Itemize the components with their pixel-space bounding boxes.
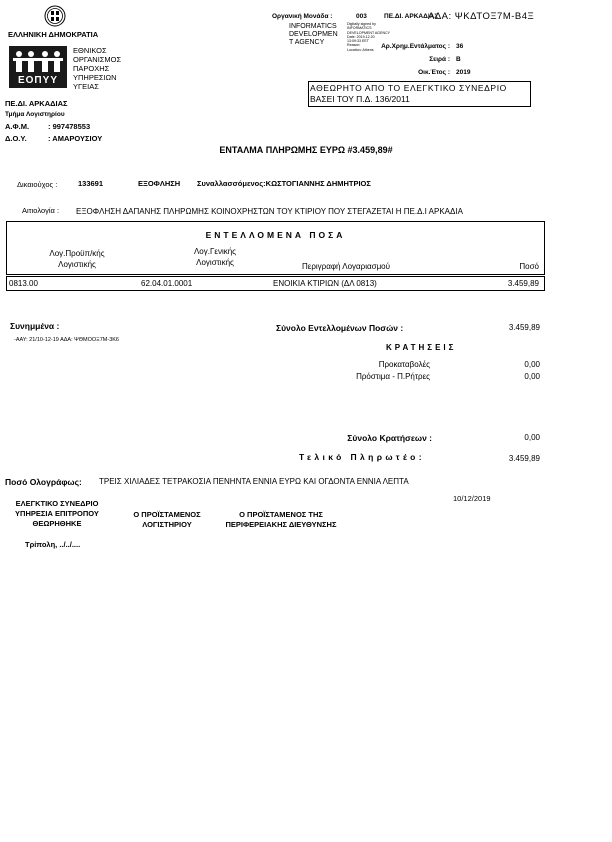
final-payable-label: Τελικό Πληρωτέο: (299, 452, 426, 462)
audit-notice-line1: ΑΘΕΩΡΗΤΟ ΑΠΟ ΤΟ ΕΛΕΓΚΤΙΚΟ ΣΥΝΕΔΡΙΟ (310, 83, 507, 93)
ordered-total-label: Σύνολο Εντελλομένων Ποσών : (276, 323, 404, 333)
ida-signature-details: Digitally signed by INFORMATICS DEVELOPMENT AGENCY Date: 2019.12.20 13:09:33 EET Reason: Location: Athens (347, 22, 391, 52)
amounts-table (6, 221, 545, 275)
ida-signature: INFORMATICS DEVELOPMEN T AGENCY (289, 23, 338, 46)
words-label: Ποσό Ολογράφως: (5, 477, 82, 487)
seira-value: Β (456, 56, 461, 63)
eopyy-logo (9, 46, 67, 88)
place-date: Τρίπολη, ../../.... (25, 540, 81, 549)
xrim-value: 36 (456, 43, 464, 50)
col-amount-header: Ποσό (519, 262, 539, 271)
audit-notice-box (308, 81, 531, 107)
logo-text: ΕΟΠΥΥ (17, 75, 58, 86)
beneficiary-label: Δικαιούχος : (17, 180, 58, 189)
etos-value: 2019 (456, 69, 471, 76)
page-title: ΕΝΤΑΛΜΑ ΠΛΗΡΩΜΗΣ ΕΥΡΩ #3.459,89# (219, 145, 393, 155)
country-name: ΕΛΛΗΝΙΚΗ ΔΗΜΟΚΡΑΤΙΑ (8, 30, 99, 39)
attachments-item: -ΑΑΥ: 21/10-12-19 ΑΔΑ: ΨΘΜΟΟΞ7Μ-3Κ6 (14, 337, 119, 343)
fines-value: 0,00 (524, 372, 540, 381)
row-description: ΕΝΟΙΚΙΑ ΚΤΙΡΙΩΝ (ΔΛ 0813) (273, 279, 377, 288)
beneficiary-party: Συναλλασσόμενος:ΚΩΣΤΟΓΙΑΝΝΗΣ ΔΗΜΗΤΡΙΟΣ (197, 179, 371, 188)
unit-code: 003 (356, 13, 367, 20)
org-name: ΕΘΝΙΚΟΣ ΟΡΓΑΝΙΣΜΟΣ ΠΑΡΟΧΗΣ ΥΠΗΡΕΣΙΩΝ ΥΓΕΙΑΣ (73, 46, 122, 91)
fines-label: Πρόστιμα - Π.Ρήτρες (356, 372, 430, 381)
col-description-header: Περιγραφή Λογαριασμού (302, 262, 391, 271)
justification-text: ΕΞΟΦΛΗΣΗ ΔΑΠΑΝΗΣ ΠΛΗΡΩΜΗΣ ΚΟΙΝΟΧΡΗΣΤΩΝ ΤΟΥ ΚΤΙΡΙΟΥ ΠΟΥ ΣΤΕΓΑΖΕΤΑΙ Η ΠΕ.Δ.Ι ΑΡΚΑΔΙΑ (76, 207, 463, 216)
ordered-total-value: 3.459,89 (508, 323, 540, 332)
doy-value: : ΑΜΑΡΟΥΣΙΟΥ (48, 134, 103, 143)
afm-label: Α.Φ.Μ. (5, 122, 30, 131)
unit-label: ΠΕ.ΔΙ. ΑΡΚΑΔΙΑΣ (5, 99, 68, 108)
etos-label: Οικ.Έτος : (418, 69, 450, 76)
justification-label: Αιτιολογία : (22, 206, 60, 215)
deductions-total-label: Σύνολο Κρατήσεων : (347, 433, 432, 443)
unit-prefix: Οργανική Μονάδα : (272, 13, 333, 20)
col-general-header: Λογ.Γενικής Λογιστικής (193, 247, 237, 267)
doy-label: Δ.Ο.Υ. (5, 134, 27, 143)
unit-name: ΠΕ.ΔΙ. ΑΡΚΑΔΙΑΣ (384, 13, 439, 20)
final-payable-value: 3.459,89 (508, 454, 540, 463)
audit-notice-line2: ΒΑΣΕΙ ΤΟΥ Π.Δ. 136/2011 (310, 94, 410, 104)
attachments-label: Συνημμένα : (10, 321, 60, 331)
advances-label: Προκαταβολές (378, 360, 430, 369)
dept-label: Τμήμα Λογιστηρίου (5, 111, 65, 118)
row-general: 62.04.01.0001 (141, 279, 193, 288)
xrim-label: Αρ.Χρημ.Εντάλματος : (381, 43, 450, 50)
table-row (6, 276, 545, 291)
row-amount: 3.459,89 (507, 279, 539, 288)
beneficiary-code: 133691 (78, 179, 104, 188)
signature-regional-head: Ο ΠΡΟΪΣΤΑΜΕΝΟΣ ΤΗΣ ΠΕΡΙΦΕΡΕΙΑΚΗΣ ΔΙΕΥΘΥΝΣΗΣ (225, 510, 337, 529)
words-text: ΤΡΕΙΣ ΧΙΛΙΑΔΕΣ ΤΕΤΡΑΚΟΣΙΑ ΠΕΝΗΝΤΑ ΕΝΝΙΑ ΕΥΡΩ ΚΑΙ ΟΓΔΟΝΤΑ ΕΝΝΙΑ ΛΕΠΤΑ (99, 477, 409, 486)
deductions-heading: ΚΡΑΤΗΣΕΙΣ (386, 343, 457, 352)
col-budget-header: Λογ.Προϋπ/κής Λογιστικής (49, 249, 105, 269)
amounts-table-heading: ΕΝΤΕΛΛΟΜΕΝΑ ΠΟΣΑ (205, 230, 346, 240)
signature-accounting-head: Ο ΠΡΟΪΣΤΑΜΕΝΟΣ ΛΟΓΙΣΤΗΡΙΟΥ (133, 510, 201, 529)
beneficiary-type: ΕΞΟΦΛΗΣΗ (138, 179, 181, 188)
ada-number: ΑΔΑ: ΨΚΔΤΟΞ7Μ-Β4Ξ (428, 11, 535, 22)
row-budget: 0813.00 (9, 279, 38, 288)
deductions-total-value: 0,00 (524, 433, 540, 442)
afm-value: : 997478553 (48, 122, 91, 131)
seira-label: Σειρά : (429, 56, 450, 63)
signature-date: 10/12/2019 (453, 494, 491, 503)
signature-audit: ΕΛΕΓΚΤΙΚΟ ΣΥΝΕΔΡΙΟ ΥΠΗΡΕΣΙΑ ΕΠΙΤΡΟΠΟΥ ΘΕΩΡΗΘΗΚΕ (15, 499, 99, 528)
advances-value: 0,00 (524, 360, 540, 369)
greek-emblem-icon (44, 4, 66, 28)
